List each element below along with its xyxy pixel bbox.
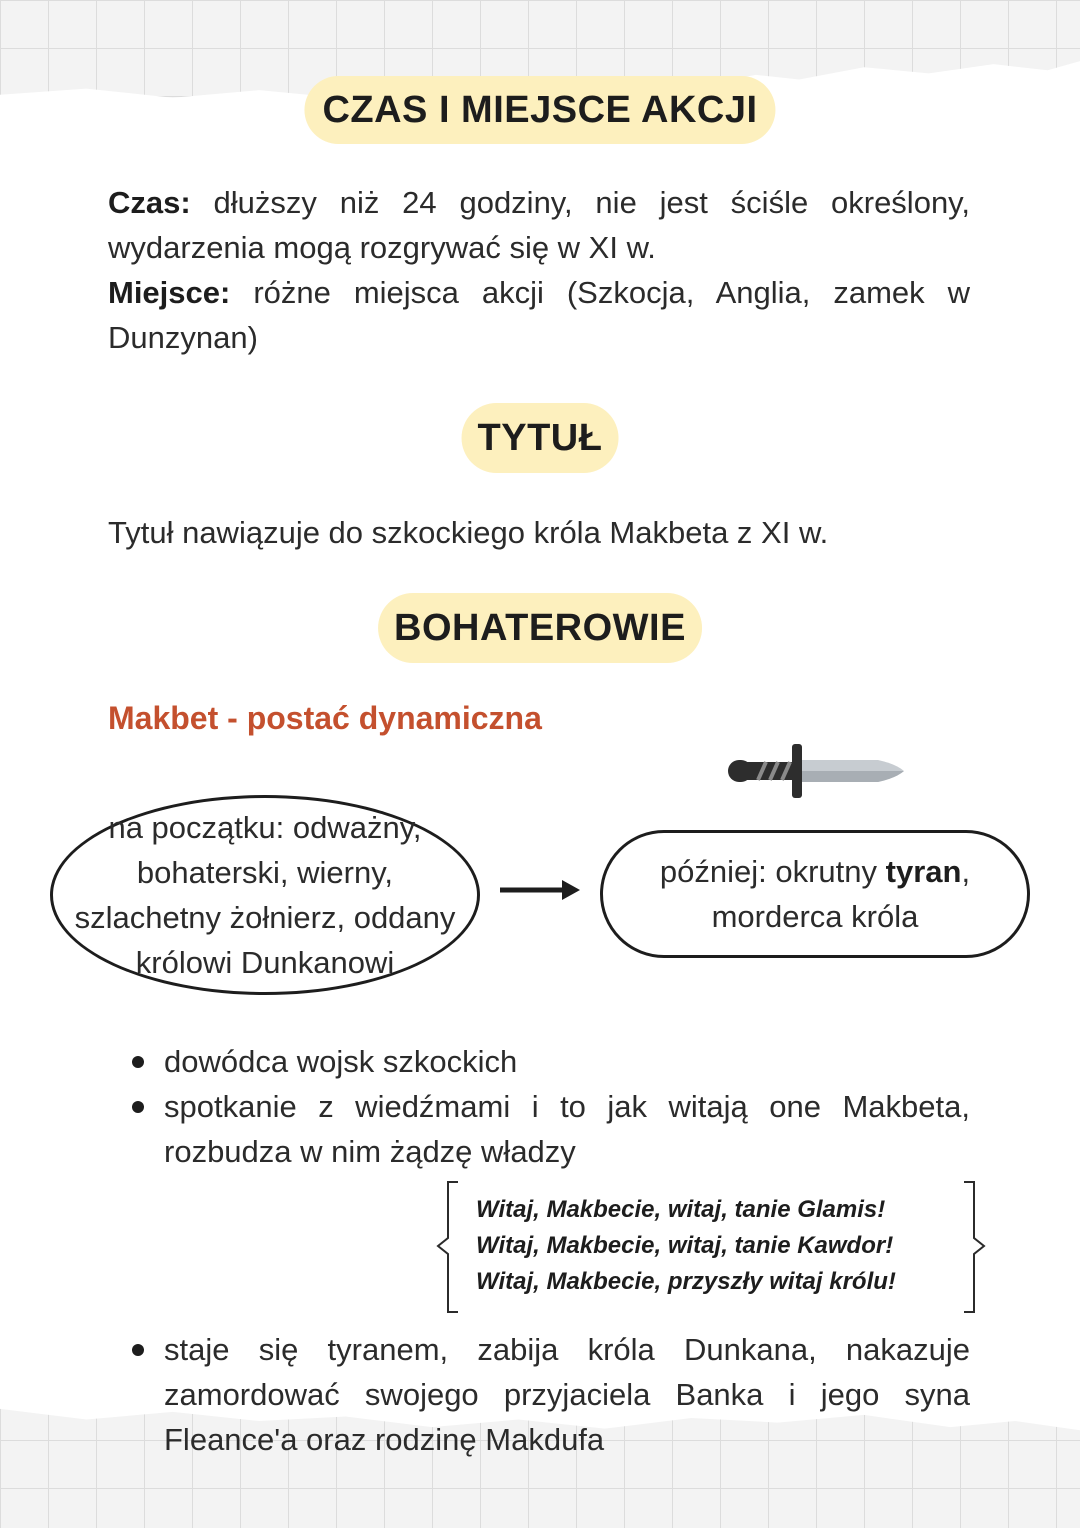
czas-label: Czas: xyxy=(108,185,191,220)
bullet-3-line-1: staje się tyranem, zabija króla Dunkana, nakazuje xyxy=(164,1332,970,1367)
bullet-2-line-1: spotkanie z wiedźmami i to jak witają one Makbeta, xyxy=(164,1089,970,1124)
before-line-3: szlachetny żołnierz, oddany xyxy=(74,900,456,935)
quote-line-3: Witaj, Makbecie, przyszły witaj królu! xyxy=(476,1268,896,1295)
czas-text-1: dłuższy niż 24 godziny, nie jest ściśle określony, xyxy=(213,185,970,220)
makbet-bullet-list-2 xyxy=(128,1327,970,1462)
makbet-after-oval xyxy=(600,830,1030,958)
list-item xyxy=(128,1327,970,1462)
miejsce-label: Miejsce: xyxy=(108,275,231,310)
miejsce-line-2: Dunzynan) xyxy=(108,320,258,355)
bullet-1-line-1: dowódca wojsk szkockich xyxy=(164,1044,518,1079)
list-item xyxy=(128,1084,970,1174)
witches-quote xyxy=(436,1180,986,1314)
bullet-dot-icon xyxy=(132,1101,144,1113)
dagger-icon xyxy=(728,740,908,802)
quote-line-1: Witaj, Makbecie, witaj, tanie Glamis! xyxy=(476,1196,886,1223)
bullet-3-line-2: zamordować swojego przyjaciela Banka i jego syna xyxy=(164,1377,970,1412)
bullet-dot-icon xyxy=(132,1344,144,1356)
miejsce-text-1: różne miejsca akcji (Szkocja, Anglia, zamek w xyxy=(253,275,970,310)
czas-line-2: wydarzenia mogą rozgrywać się w XI w. xyxy=(108,230,656,265)
tytul-paragraph: Tytuł nawiązuje do szkockiego króla Makbeta z XI w. xyxy=(108,515,829,550)
before-line-2: bohaterski, wierny, xyxy=(136,855,394,890)
czas-miejsce-paragraph xyxy=(108,180,970,360)
makbet-before-text xyxy=(75,805,456,985)
after-line-2: morderca króla xyxy=(711,899,919,934)
makbet-after-text xyxy=(660,849,970,939)
arrow-right-icon xyxy=(498,877,582,903)
makbet-before-oval xyxy=(50,795,480,995)
list-item xyxy=(128,1039,970,1084)
quote-line-2: Witaj, Makbecie, witaj, tanie Kawdor! xyxy=(476,1232,894,1259)
makbet-subheading: Makbet - postać dynamiczna xyxy=(108,700,542,736)
section-heading-bohaterowie: BOHATEROWIE xyxy=(378,593,702,663)
quote-text xyxy=(476,1192,896,1300)
miejsce-line-1 xyxy=(108,270,970,315)
section-heading-tytul: TYTUŁ xyxy=(462,403,619,473)
czas-line-1 xyxy=(108,180,970,225)
after-suffix: , xyxy=(961,854,971,889)
makbet-bullet-list xyxy=(128,1039,970,1174)
bullet-dot-icon xyxy=(132,1056,144,1068)
before-line-4: królowi Dunkanowi xyxy=(135,945,395,980)
after-bold-word: tyran xyxy=(885,854,962,889)
after-prefix: później: okrutny xyxy=(659,854,886,889)
bullet-2-line-2: rozbudza w nim żądzę władzy xyxy=(164,1134,576,1169)
section-heading-czas: CZAS I MIEJSCE AKCJI xyxy=(304,76,775,144)
before-line-1: na początku: odważny, xyxy=(108,810,422,845)
after-line-1 xyxy=(660,849,970,894)
bullet-3-line-3: Fleance'a oraz rodzinę Makdufa xyxy=(164,1422,605,1457)
